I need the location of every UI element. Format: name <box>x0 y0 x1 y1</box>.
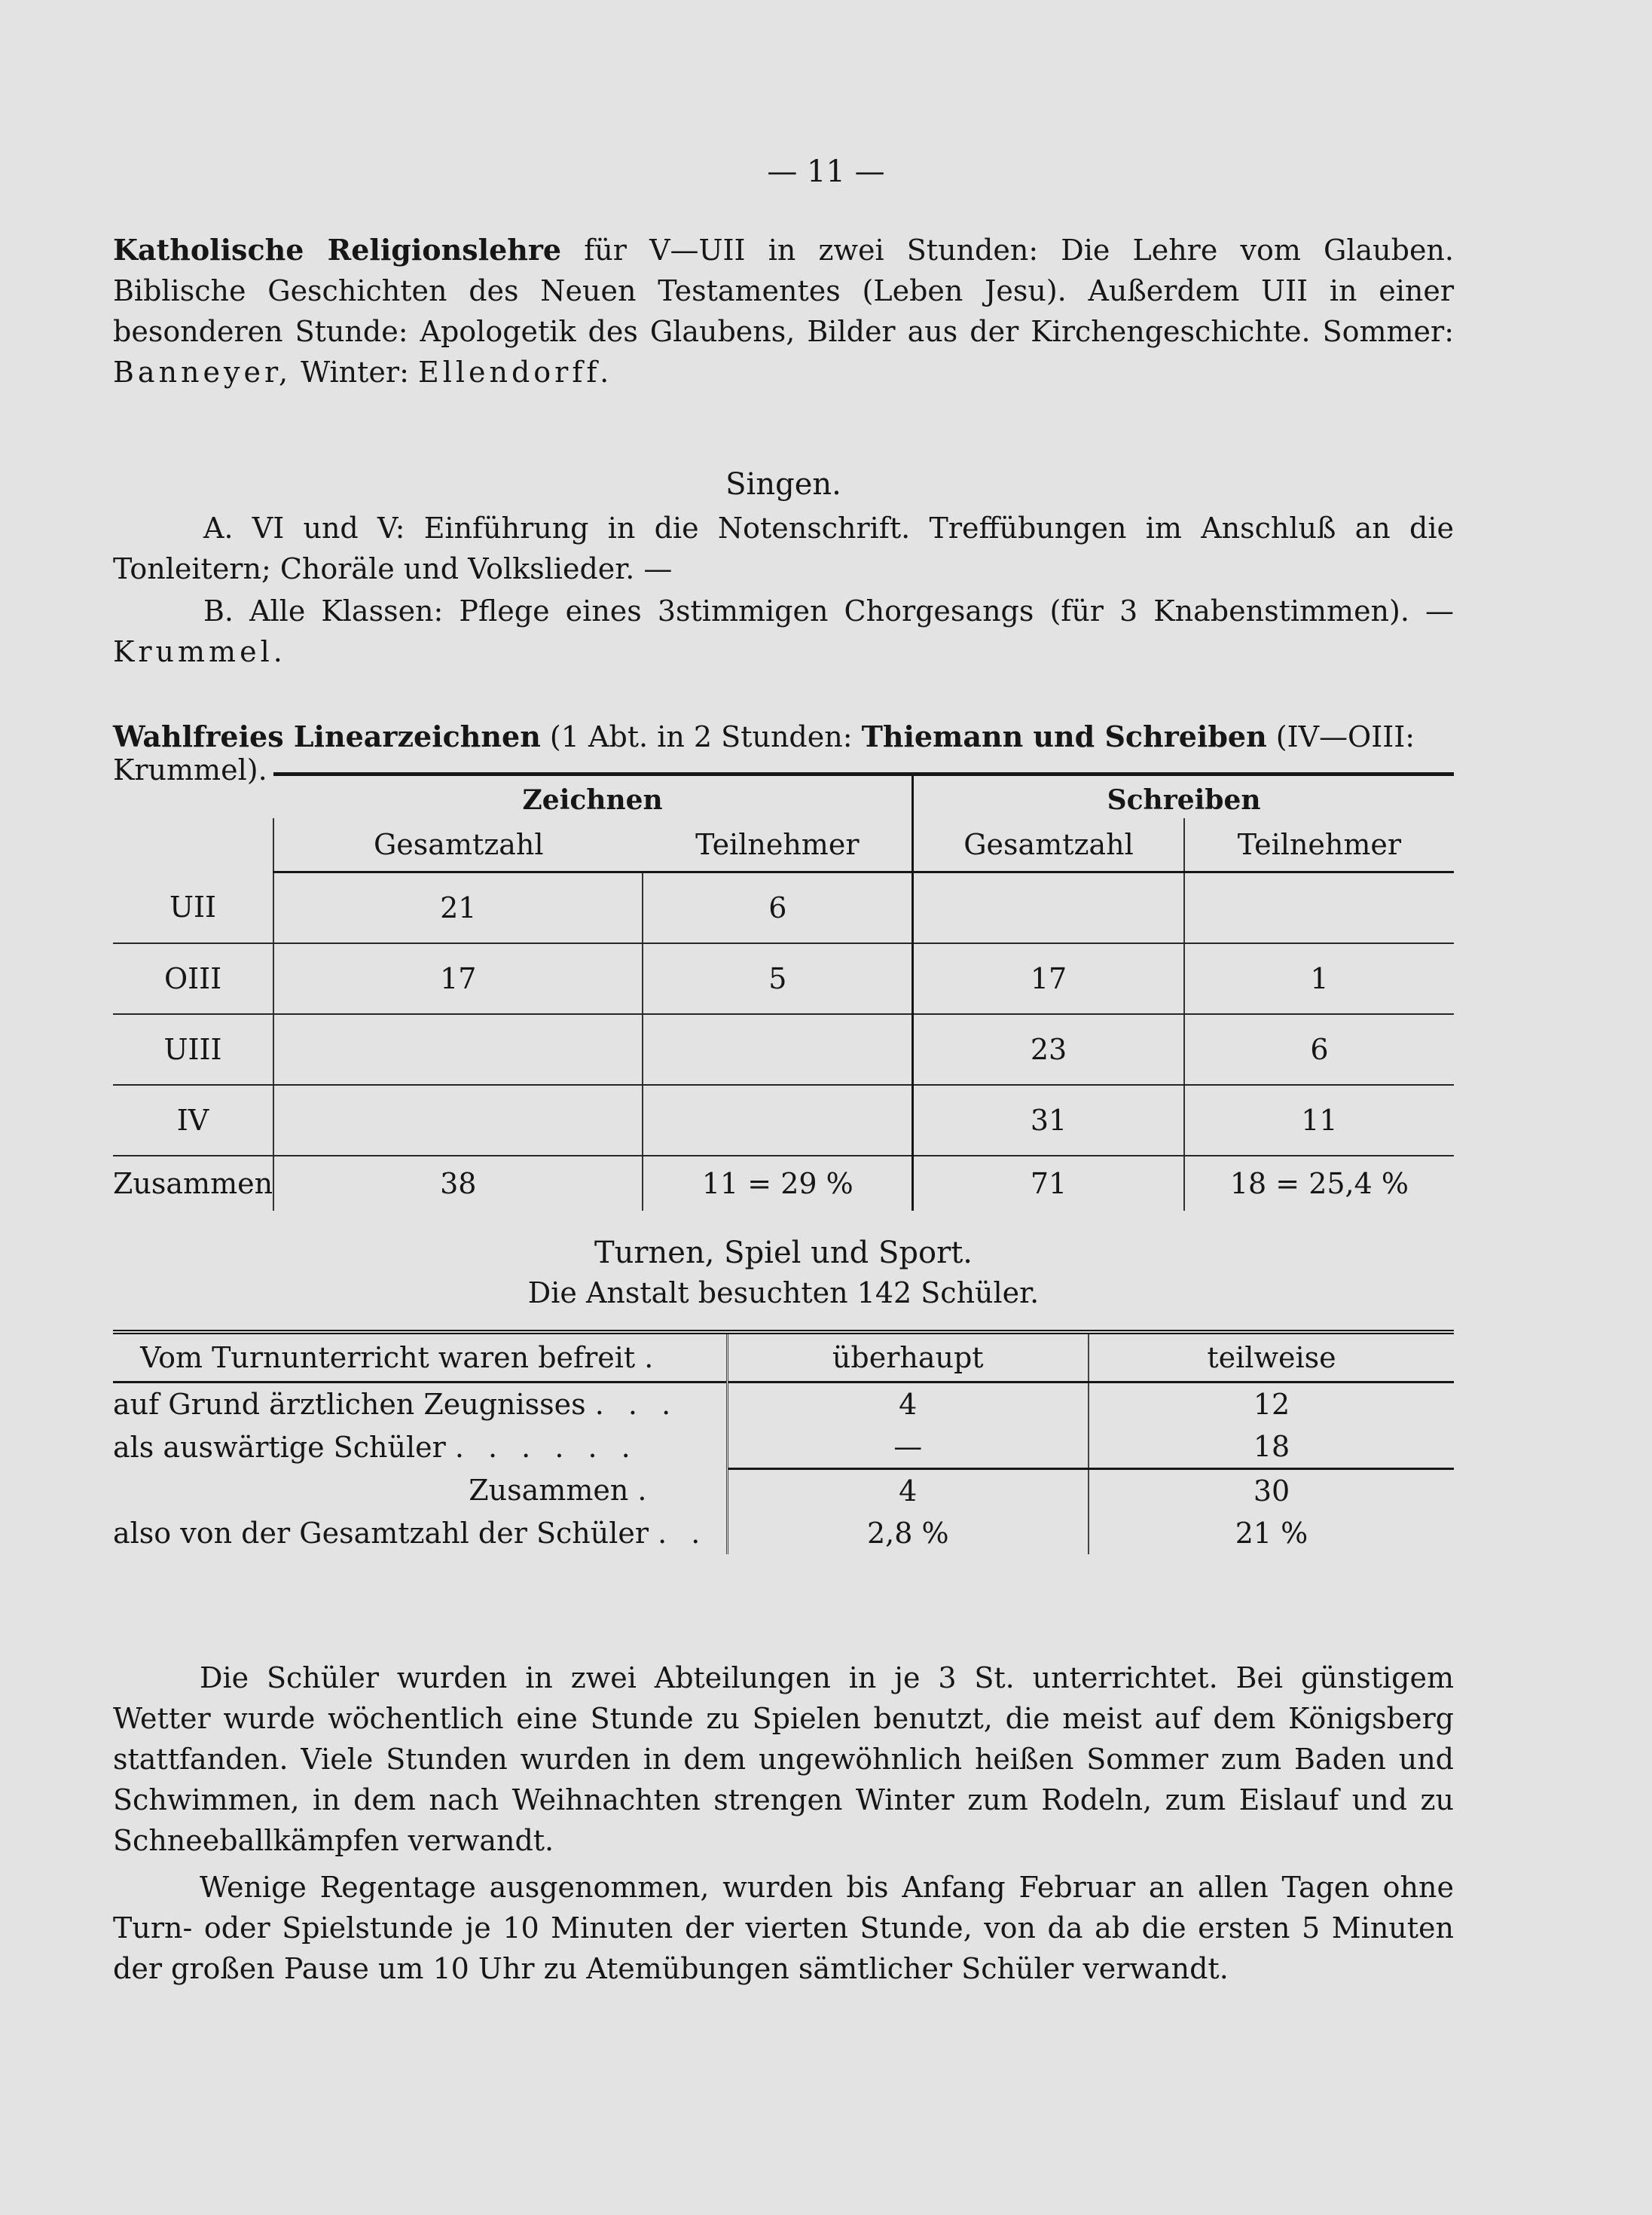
pct-dots: . . <box>658 1517 708 1550</box>
turnen-heading: Turnen, Spiel und Sport. <box>594 1236 973 1270</box>
cell: 5 <box>643 943 912 1014</box>
pct-v1: 2,8 % <box>727 1512 1089 1554</box>
row-class: UIII <box>113 1014 273 1085</box>
religion-text: für V—UII in zwei Stunden: Die Lehre vom Glauben. Biblische Geschichten des Neuen Testamentes (Leben Jesu). Außerdem UII in einer besonderen Stunde: Apologetik des Glaubens, Bilder aus der Kirchengeschichte. Sommer: <box>113 234 1454 348</box>
cell: 18 <box>1089 1425 1454 1469</box>
col-ueberhaupt: überhaupt <box>727 1334 1089 1382</box>
cell <box>913 872 1184 944</box>
sum-row <box>113 1469 1454 1513</box>
cell: 31 <box>913 1085 1184 1156</box>
cell: 12 <box>1089 1382 1454 1426</box>
drawing-writing-table <box>113 772 1454 1211</box>
cell: 4 <box>727 1382 1089 1426</box>
singen-b-text: B. Alle Klassen: Pflege eines 3stimmigen Chorgesangs (für 3 Knabenstimmen). — <box>203 594 1454 628</box>
cell <box>273 1085 643 1156</box>
col-z-total: Gesamtzahl <box>273 818 643 872</box>
row-class: UII <box>113 872 273 944</box>
table-row <box>113 1085 1454 1156</box>
table-row <box>113 1425 1454 1469</box>
sum-v1: 4 <box>727 1469 1089 1513</box>
paragraph-2: Wenige Regentage ausgenommen, wurden bis Anfang Februar an allen Tagen ohne Turn- oder Spielstunde je 10 Minuten der vierten Stunde, von da ab die ersten 5 Minuten der großen Pause um 10 Uhr zu Atemübungen sämtlicher Schüler verwandt. <box>113 1871 1454 1985</box>
sum-label: Zusammen <box>469 1474 629 1508</box>
winter-label: Winter: <box>301 356 418 389</box>
turnen-sub: Die Anstalt besuchten 142 Schüler. <box>527 1276 1040 1309</box>
cell: 23 <box>913 1014 1184 1085</box>
cell: 17 <box>913 943 1184 1014</box>
teacher-summer: Banneyer, <box>113 356 292 389</box>
row-class: OIII <box>113 943 273 1014</box>
col-teilweise: teilweise <box>1089 1334 1454 1382</box>
linear-rest: (IV—OIII: <box>1266 720 1415 753</box>
cell <box>643 1014 912 1085</box>
sum-label: Zusammen <box>113 1167 273 1200</box>
singen-b <box>113 591 1454 672</box>
sum-row <box>113 1156 1454 1211</box>
group-schreiben: Schreiben <box>913 774 1454 819</box>
pct-label: also von der Gesamtzahl der Schüler <box>113 1517 649 1550</box>
page-number: — 11 — <box>767 154 885 189</box>
col-s-total: Gesamtzahl <box>913 818 1184 872</box>
linear-text: (1 Abt. in 2 Stunden: <box>540 720 862 753</box>
pct-v2: 21 % <box>1089 1512 1454 1554</box>
table-row <box>113 943 1454 1014</box>
row-class: IV <box>113 1085 273 1156</box>
table-row <box>113 872 1454 944</box>
row-dots: . . . . . . <box>454 1430 638 1464</box>
religion-section <box>113 230 1454 393</box>
sum-z-part: 11 = 29 % <box>643 1156 912 1211</box>
closing-section <box>113 1657 1454 1989</box>
cell: — <box>727 1425 1089 1469</box>
sum-s-part: 18 = 25,4 % <box>1184 1156 1454 1211</box>
sum-dot: . <box>637 1474 647 1508</box>
head-label: Vom Turnunterricht waren befreit <box>140 1341 636 1374</box>
sum-v2: 30 <box>1089 1469 1454 1513</box>
singen-heading: Singen. <box>725 467 841 502</box>
cell: 21 <box>273 872 643 944</box>
religion-paragraph <box>113 230 1454 393</box>
cell: 17 <box>273 943 643 1014</box>
cell <box>643 1085 912 1156</box>
cell: 6 <box>643 872 912 944</box>
linear-teacher2: Krummel <box>113 753 247 787</box>
col-z-part: Teilnehmer <box>643 818 912 872</box>
pct-label-cell <box>113 1512 727 1554</box>
row-label: auf Grund ärztlichen Zeugnisses <box>113 1388 586 1421</box>
cell: 6 <box>1184 1014 1454 1085</box>
table-row <box>113 1014 1454 1085</box>
row-label-cell <box>113 1425 727 1469</box>
group-zeichnen: Zeichnen <box>273 774 913 819</box>
pct-row <box>113 1512 1454 1554</box>
cell <box>1184 872 1454 944</box>
table-row <box>113 1382 1454 1426</box>
sum-z-total: 38 <box>273 1156 643 1211</box>
sum-s-total: 71 <box>913 1156 1184 1211</box>
cell: 11 <box>1184 1085 1454 1156</box>
cell: 1 <box>1184 943 1454 1014</box>
row-dots: . . . <box>594 1388 679 1421</box>
cell <box>273 1014 643 1085</box>
singen-section <box>113 508 1454 672</box>
exemption-table <box>113 1330 1454 1554</box>
row-label-cell <box>113 1382 727 1426</box>
linear-heading: Wahlfreies Linearzeichnen <box>113 719 541 753</box>
row-label: als auswärtige Schüler <box>113 1430 446 1464</box>
religion-heading: Katholische Religionslehre <box>113 233 562 267</box>
teacher-winter: Ellendorff. <box>417 356 613 389</box>
singen-b-teacher: Krummel. <box>113 635 286 668</box>
col-s-part: Teilnehmer <box>1184 818 1454 872</box>
sum-label-cell <box>113 1469 727 1513</box>
singen-a: A. VI und V: Einführung in die Notenschrift. Treffübungen im Anschluß an die Tonleitern; Choräle und Volkslieder. — <box>113 512 1454 585</box>
head-label-cell <box>113 1334 727 1382</box>
head-dot: . <box>644 1341 654 1374</box>
paragraph-1: Die Schüler wurden in zwei Abteilungen in je 3 St. unterrichtet. Bei günstigem Wetter wurde wöchentlich eine Stunde zu Spielen benutzt, die meist auf dem Königsberg stattfanden. Viele Stunden wurden in dem ungewöhnlich heißen Sommer zum Baden und Schwimmen, in dem nach Weihnachten strengen Winter zum Rodeln, zum Eislauf und zu Schneeballkämpfen verwandt. <box>113 1661 1454 1857</box>
linear-teachers: Thiemann und Schreiben <box>861 719 1267 753</box>
linear-close: ). <box>246 753 267 787</box>
